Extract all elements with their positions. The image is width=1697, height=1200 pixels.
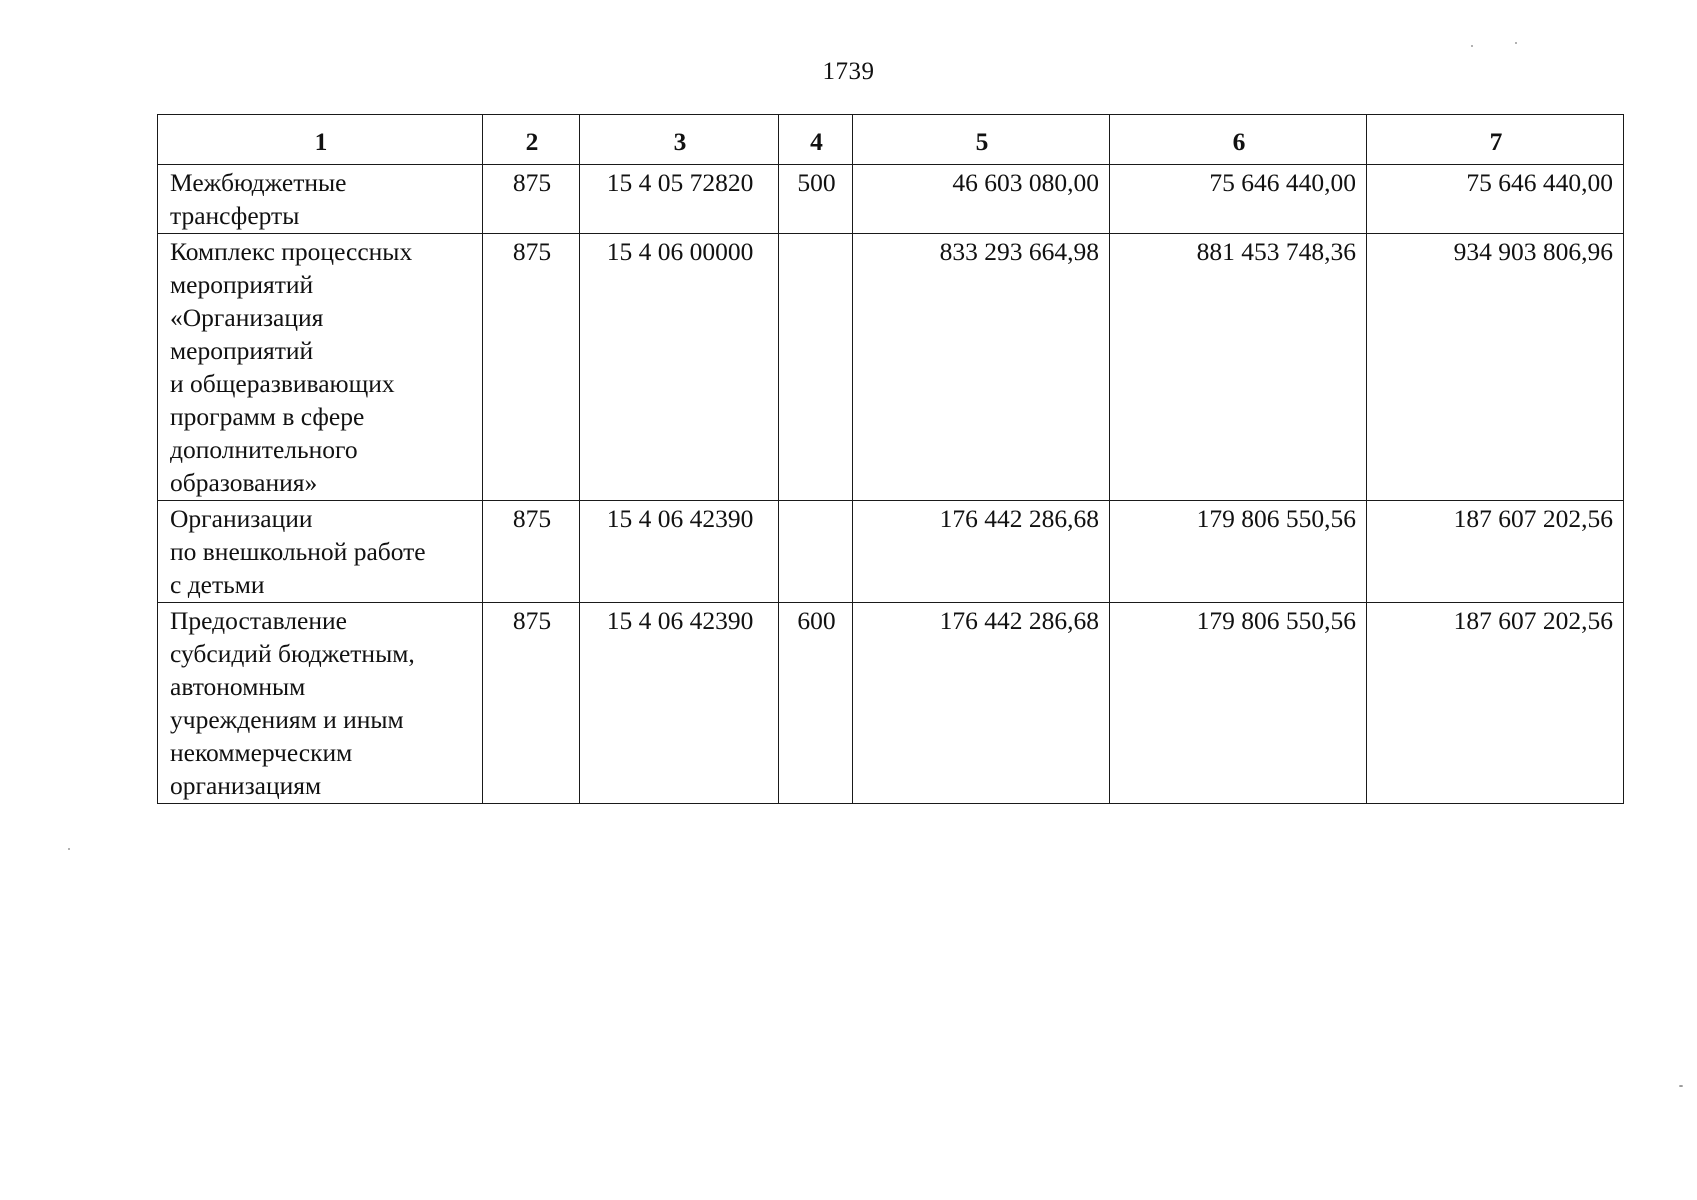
- table-row: [158, 501, 1624, 603]
- row-target-code-cell: 15 4 05 72820: [580, 165, 779, 234]
- page-number: 1739: [822, 58, 875, 85]
- row-type-cell: [779, 234, 853, 501]
- row-amount-5-cell: 176 442 286,68: [853, 501, 1110, 603]
- header-row: [158, 115, 1624, 165]
- row-amount-6-cell: 75 646 440,00: [1110, 165, 1367, 234]
- row-amount-5-cell: 46 603 080,00: [853, 165, 1110, 234]
- row-amount-6-cell: 881 453 748,36: [1110, 234, 1367, 501]
- scan-speck: [68, 848, 70, 850]
- row-code-cell: 875: [483, 165, 580, 234]
- row-target-code-cell: 15 4 06 42390: [580, 603, 779, 804]
- column-header-1: 1: [158, 115, 483, 165]
- column-header-4: 4: [779, 115, 853, 165]
- row-type-cell: [779, 501, 853, 603]
- row-target-code-cell: 15 4 06 00000: [580, 234, 779, 501]
- row-name-cell: Предоставление субсидий бюджетным, автономным учреждениям и иным некоммерческим организациям: [158, 603, 483, 804]
- scan-speck: [1679, 1085, 1683, 1087]
- table-body: [158, 165, 1624, 804]
- column-header-5: 5: [853, 115, 1110, 165]
- row-type-cell: 600: [779, 603, 853, 804]
- table-header: [158, 115, 1624, 165]
- row-amount-5-cell: 176 442 286,68: [853, 603, 1110, 804]
- row-name-cell: Комплекс процессных мероприятий «Организация мероприятий и общеразвивающих программ в сфере дополнительного образования»: [158, 234, 483, 501]
- scan-speck: [1471, 45, 1473, 47]
- row-amount-7-cell: 187 607 202,56: [1367, 501, 1624, 603]
- row-code-cell: 875: [483, 501, 580, 603]
- row-amount-7-cell: 934 903 806,96: [1367, 234, 1624, 501]
- row-code-cell: 875: [483, 234, 580, 501]
- row-amount-5-cell: 833 293 664,98: [853, 234, 1110, 501]
- row-name-cell: Организации по внешкольной работе с детьми: [158, 501, 483, 603]
- row-code-cell: 875: [483, 603, 580, 804]
- row-amount-7-cell: 187 607 202,56: [1367, 603, 1624, 804]
- column-header-6: 6: [1110, 115, 1367, 165]
- budget-table: [157, 114, 1624, 804]
- scan-speck: [1515, 42, 1517, 44]
- row-name-cell: Межбюджетные трансферты: [158, 165, 483, 234]
- column-header-7: 7: [1367, 115, 1624, 165]
- row-amount-7-cell: 75 646 440,00: [1367, 165, 1624, 234]
- column-header-3: 3: [580, 115, 779, 165]
- row-type-cell: 500: [779, 165, 853, 234]
- row-amount-6-cell: 179 806 550,56: [1110, 603, 1367, 804]
- table-row: [158, 234, 1624, 501]
- table-row: [158, 603, 1624, 804]
- table-row: [158, 165, 1624, 234]
- row-target-code-cell: 15 4 06 42390: [580, 501, 779, 603]
- column-header-2: 2: [483, 115, 580, 165]
- row-amount-6-cell: 179 806 550,56: [1110, 501, 1367, 603]
